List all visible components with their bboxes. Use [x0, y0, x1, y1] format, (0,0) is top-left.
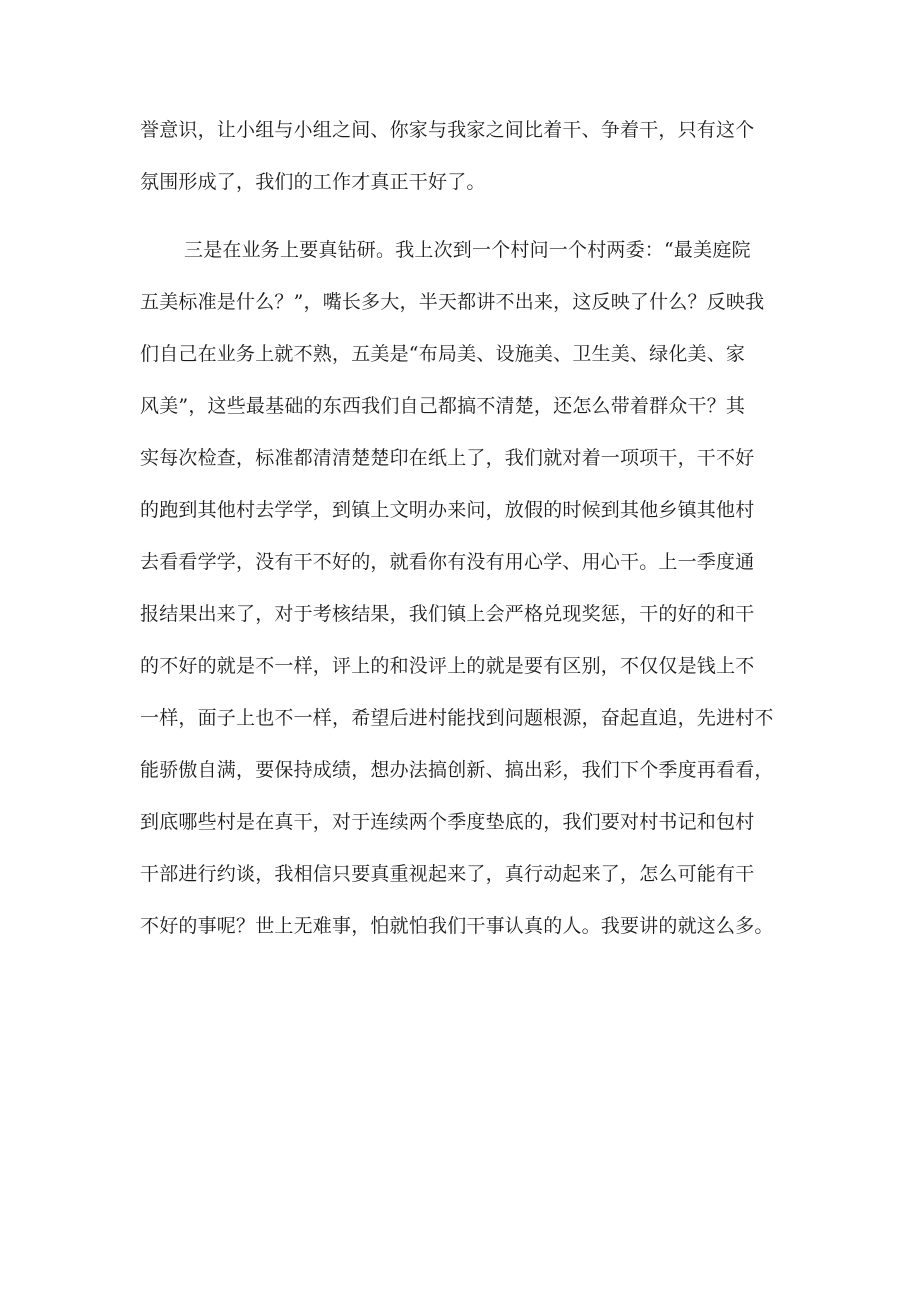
paragraph-1-line-2: 氛围形成了，我们的工作才真正干好了。 — [140, 171, 486, 193]
paragraph-2-line-11: 能骄傲自满，要保持成绩，想办法搞创新、搞出彩，我们下个季度再看看， — [140, 759, 774, 781]
paragraph-2-line-8: 报结果出来了，对于考核结果，我们镇上会严格兑现奖惩，干的好的和干 — [140, 603, 755, 625]
paragraph-2-line-9: 的不好的就是不一样，评上的和没评上的就是要有区别，不仅仅是钱上不 — [140, 655, 755, 677]
paragraph-2-line-7: 去看看学学，没有干不好的，就看你有没有用心学、用心干。上一季度通 — [140, 551, 755, 573]
paragraph-2-line-6: 的跑到其他村去学学，到镇上文明办来问，放假的时候到其他乡镇其他村 — [140, 499, 755, 521]
paragraph-2-line-4: 风美”，这些最基础的东西我们自己都搞不清楚，还怎么带着群众干？其 — [140, 395, 746, 417]
paragraph-2-line-13: 干部进行约谈，我相信只要真重视起来了，真行动起来了，怎么可能有干 — [140, 863, 755, 885]
paragraph-2-line-12: 到底哪些村是在真干，对于连续两个季度垫底的，我们要对村书记和包村 — [140, 811, 755, 833]
paragraph-2-line-5: 实每次检查，标准都清清楚楚印在纸上了，我们就对着一项项干，干不好 — [140, 447, 755, 469]
paragraph-2-line-3: 们自己在业务上就不熟，五美是“布局美、设施美、卫生美、绿化美、家 — [140, 343, 746, 365]
paragraph-2-line-10: 一样，面子上也不一样，希望后进村能找到问题根源，奋起直追，先进村不 — [140, 707, 774, 729]
paragraph-2-line-2: 五美标准是什么？”，嘴长多大，半天都讲不出来，这反映了什么？反映我 — [140, 291, 765, 313]
paragraph-2-line-14: 不好的事呢？世上无难事，怕就怕我们干事认真的人。我要讲的就这么多。 — [140, 915, 774, 937]
paragraph-2-line-1: 三是在业务上要真钻研。我上次到一个村问一个村两委：“最美庭院 — [184, 239, 751, 261]
paragraph-1-line-1: 誉意识，让小组与小组之间、你家与我家之间比着干、争着干，只有这个 — [140, 119, 755, 141]
